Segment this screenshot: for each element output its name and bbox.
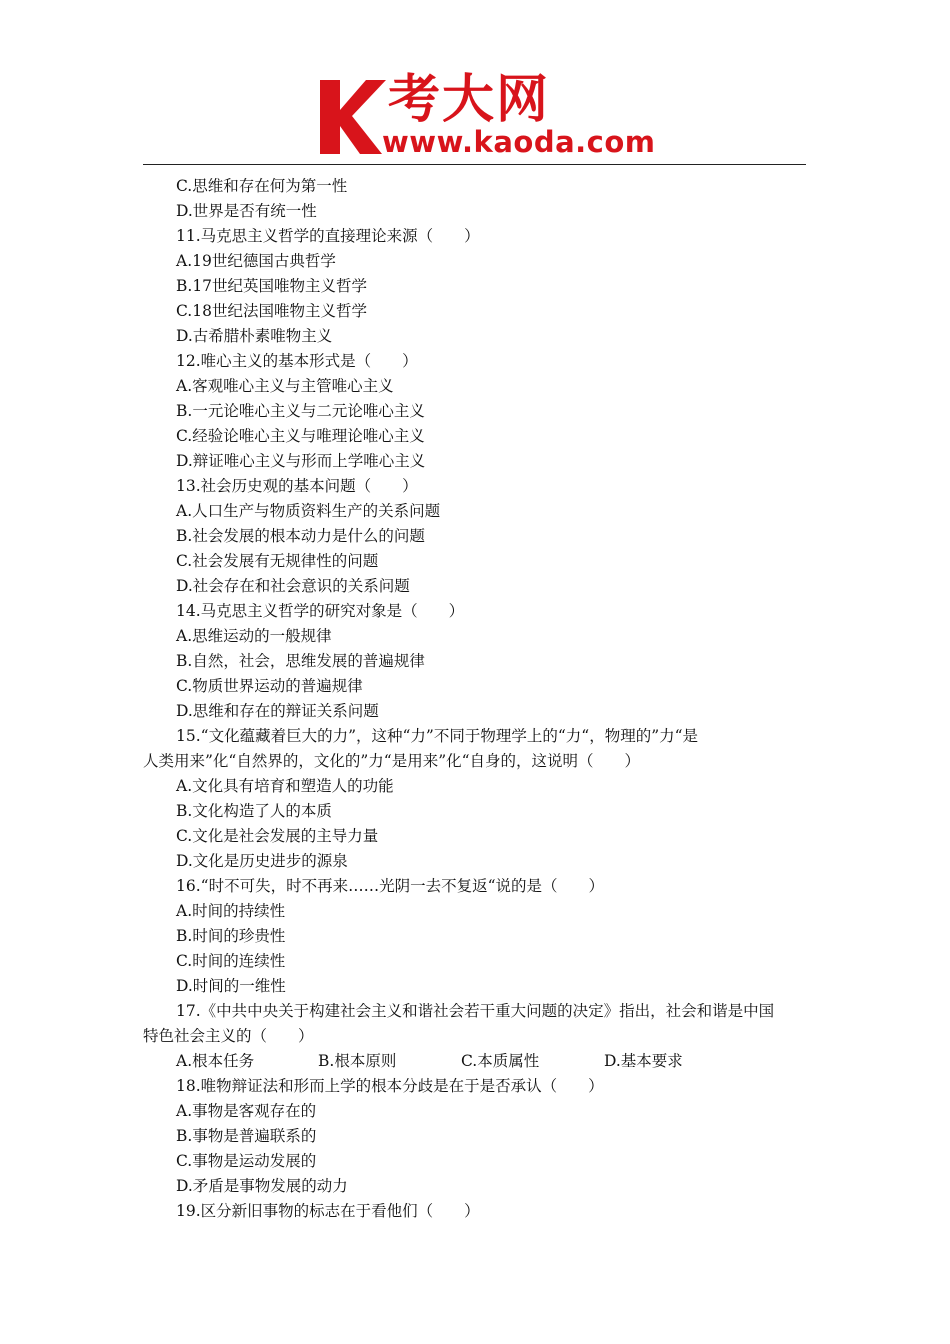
- option-line: B.一元论唯心主义与二元论唯心主义: [176, 402, 425, 420]
- option-line: A.思维运动的一般规律: [176, 627, 332, 645]
- option-line: A.客观唯心主义与主管唯心主义: [176, 377, 394, 395]
- option-line: A.时间的持续性: [176, 902, 286, 920]
- option-line: D.社会存在和社会意识的关系问题: [176, 577, 410, 595]
- option-line: C.社会发展有无规律性的问题: [176, 552, 379, 570]
- option-line: B.17世纪英国唯物主义哲学: [176, 277, 368, 295]
- question-stem-continuation: 人类用来”化“自然界的，文化的”力“是用来”化“自身的，这说明（ ）: [143, 752, 641, 770]
- option-line: C.物质世界运动的普遍规律: [176, 677, 363, 695]
- option-line: B.事物是普遍联系的: [176, 1127, 317, 1145]
- option-line: A.根本任务: [176, 1052, 255, 1070]
- option-line: D.古希腊朴素唯物主义: [176, 327, 333, 345]
- logo-url: www.kaoda.com: [382, 125, 656, 159]
- question-stem: 11.马克思主义哲学的直接理论来源（ ）: [176, 227, 480, 245]
- question-stem: 16.“时不可失，时不再来……光阴一去不复返“说的是（ ）: [176, 877, 605, 895]
- question-stem: 13.社会历史观的基本问题（ ）: [176, 477, 418, 495]
- option-line: D.辩证唯心主义与形而上学唯心主义: [176, 452, 426, 470]
- question-stem: 17.《中共中央关于构建社会主义和谐社会若干重大问题的决定》指出，社会和谐是中国: [176, 1002, 775, 1020]
- option-line: B.根本原则: [318, 1052, 397, 1070]
- option-line: D.时间的一维性: [176, 977, 286, 995]
- question-stem: 14.马克思主义哲学的研究对象是（ ）: [176, 602, 465, 620]
- option-line: D.矛盾是事物发展的动力: [176, 1177, 348, 1195]
- option-line: A.文化具有培育和塑造人的功能: [176, 777, 394, 795]
- option-line: D.世界是否有统一性: [176, 202, 317, 220]
- question-stem: 19.区分新旧事物的标志在于看他们（ ）: [176, 1202, 480, 1220]
- question-stem: 12.唯心主义的基本形式是（ ）: [176, 352, 418, 370]
- question-stem: 15.“文化蕴藏着巨大的力”，这种“力”不同于物理学上的“力“，物理的”力“是: [176, 727, 699, 745]
- option-line: C.时间的连续性: [176, 952, 286, 970]
- option-line: C.经验论唯心主义与唯理论唯心主义: [176, 427, 425, 445]
- option-line: C.文化是社会发展的主导力量: [176, 827, 379, 845]
- option-line: B.文化构造了人的本质: [176, 802, 332, 820]
- question-stem: 18.唯物辩证法和形而上学的根本分歧是在于是否承认（ ）: [176, 1077, 604, 1095]
- option-line: C.事物是运动发展的: [176, 1152, 317, 1170]
- logo-title: 考大网: [388, 70, 551, 130]
- option-line: C.18世纪法国唯物主义哲学: [176, 302, 367, 320]
- option-line: A.19世纪德国古典哲学: [176, 252, 336, 270]
- page-header: [0, 0, 950, 170]
- option-line: B.自然，社会，思维发展的普遍规律: [176, 652, 425, 670]
- question-stem-continuation: 特色社会主义的（ ）: [143, 1027, 314, 1045]
- option-line: C.思维和存在何为第一性: [176, 177, 348, 195]
- option-line: A.人口生产与物质资料生产的关系问题: [176, 502, 441, 520]
- kaoda-k-logo-icon: [316, 76, 388, 158]
- option-line: D.文化是历史进步的源泉: [176, 852, 348, 870]
- option-line: B.时间的珍贵性: [176, 927, 286, 945]
- option-line: D.基本要求: [604, 1052, 683, 1070]
- option-line: A.事物是客观存在的: [176, 1102, 317, 1120]
- option-line: B.社会发展的根本动力是什么的问题: [176, 527, 425, 545]
- header-divider: [143, 164, 806, 165]
- option-line: D.思维和存在的辩证关系问题: [176, 702, 379, 720]
- option-line: C.本质属性: [461, 1052, 540, 1070]
